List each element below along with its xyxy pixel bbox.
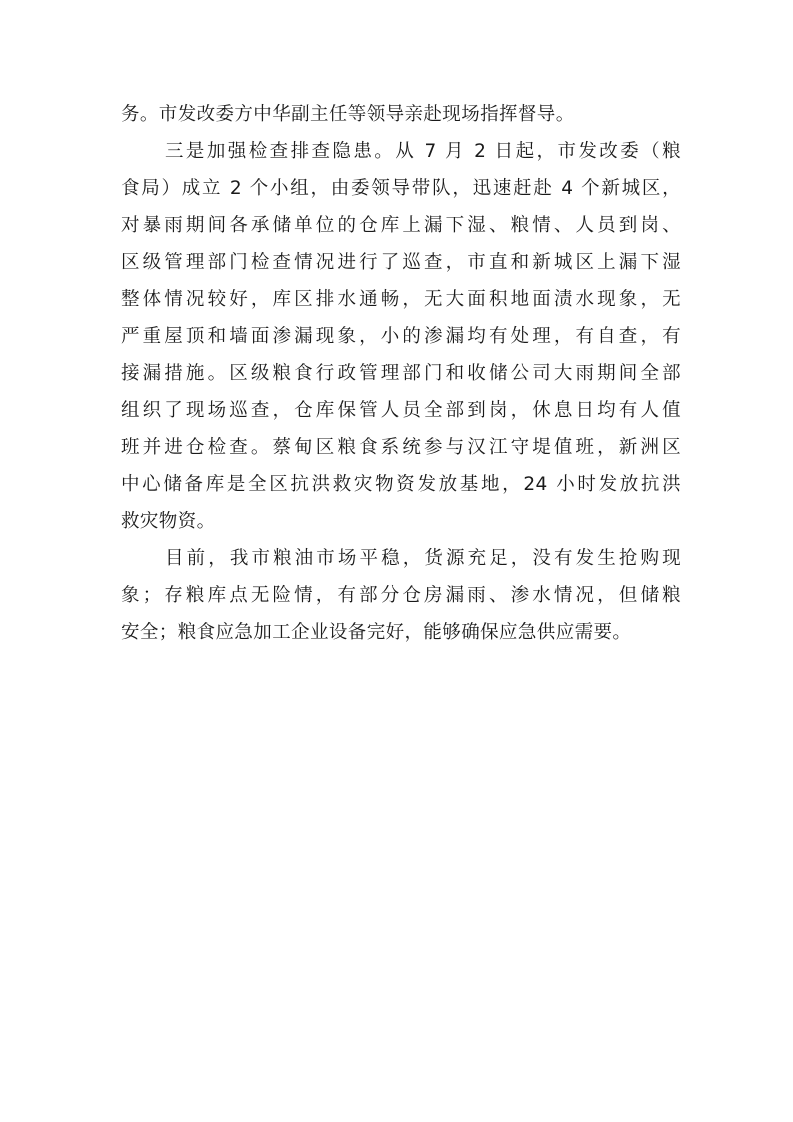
paragraph-line: 目前，我市粮油市场平稳，货源充足，没有发生抢购现 <box>165 548 681 569</box>
paragraph-line: 严重屋顶和墙面渗漏现象，小的渗漏均有处理，有自查，有 <box>121 326 681 347</box>
paragraph-line: 对暴雨期间各承储单位的仓库上漏下湿、粮情、人员到岗、 <box>121 215 681 236</box>
paragraph-line: 务。市发改委方中华副主任等领导亲赴现场指挥督导。 <box>121 104 575 125</box>
paragraph-line: 救灾物资。 <box>121 511 216 532</box>
paragraph-line: 班并进仓检查。蔡甸区粮食系统参与汉江守堤值班，新洲区 <box>121 437 681 458</box>
paragraph-line: 中心储备库是全区抗洪救灾物资发放基地，24 小时发放抗洪 <box>121 474 681 495</box>
paragraph-line: 三是加强检查排查隐患。从 7 月 2 日起，市发改委（粮 <box>165 141 681 162</box>
paragraph-line: 接漏措施。区级粮食行政管理部门和收储公司大雨期间全部 <box>121 363 681 384</box>
paragraph-line: 象；存粮库点无险情，有部分仓房漏雨、渗水情况，但储粮 <box>121 585 681 606</box>
document-body <box>121 96 681 651</box>
paragraph-line: 组织了现场巡查，仓库保管人员全部到岗，休息日均有人值 <box>121 400 681 421</box>
paragraph-line: 整体情况较好，库区排水通畅，无大面积地面渍水现象，无 <box>121 289 681 310</box>
paragraph-line: 安全；粮食应急加工企业设备完好，能够确保应急供应需要。 <box>121 622 632 643</box>
paragraph-line: 食局）成立 2 个小组，由委领导带队，迅速赶赴 4 个新城区， <box>121 178 681 199</box>
paragraph-line: 区级管理部门检查情况进行了巡查，市直和新城区上漏下湿 <box>121 252 681 273</box>
